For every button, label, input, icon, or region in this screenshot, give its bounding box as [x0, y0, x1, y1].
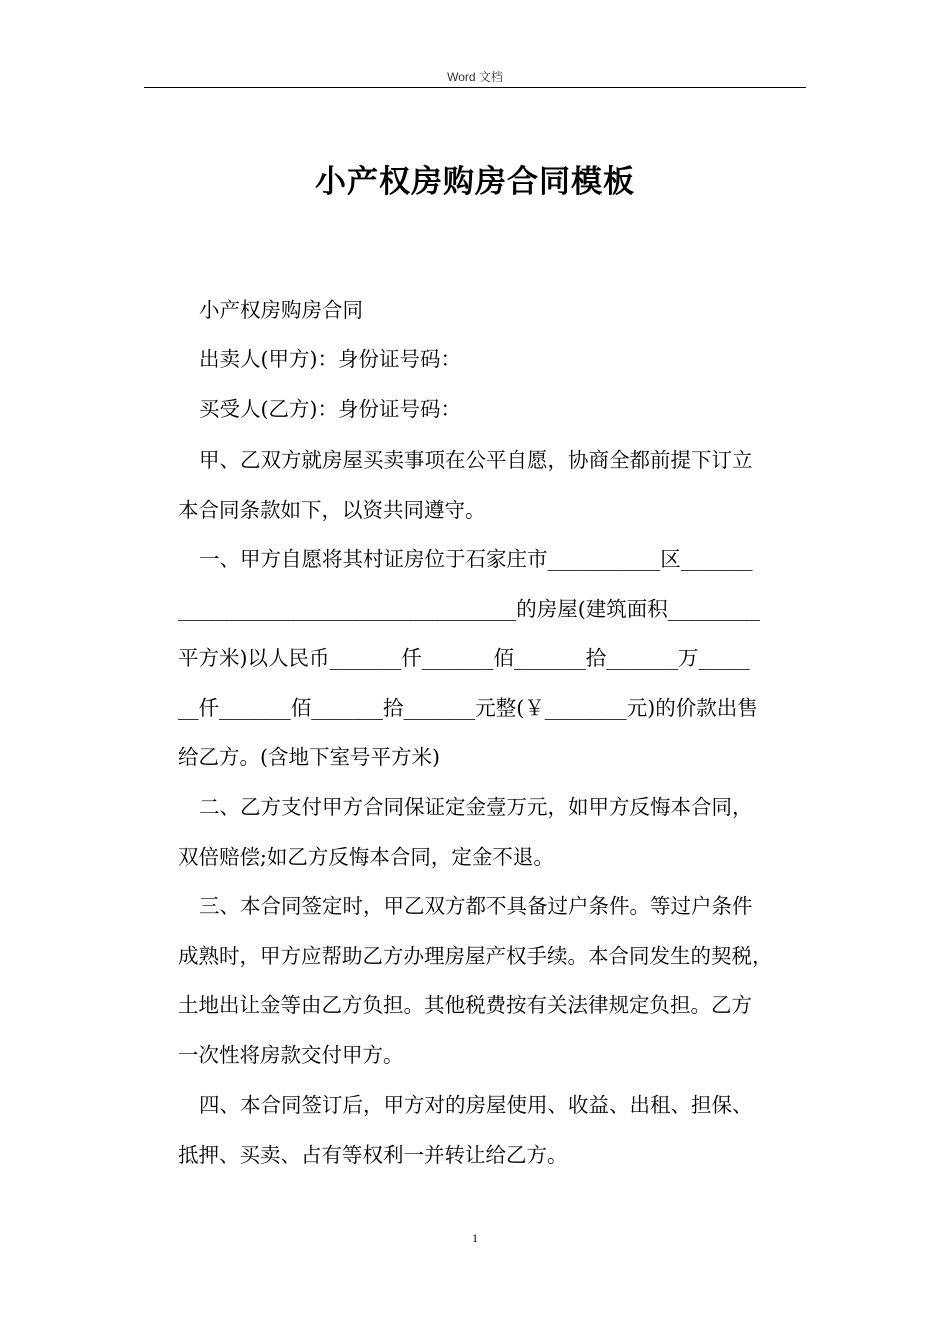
body-line: 本合同条款如下，以资共同遵守。: [178, 498, 486, 522]
body-line: 甲、乙双方就房屋买卖事项在公平自愿，协商全都前提下订立: [199, 448, 753, 472]
body-line: 二、乙方支付甲方合同保证定金壹万元，如甲方反悔本合同，: [199, 795, 753, 819]
body-line: 抵押、买卖、占有等权利一并转让给乙方。: [178, 1143, 568, 1167]
page-header-text: Word 文档: [447, 70, 503, 84]
body-line: 给乙方。(含地下室号平方米): [178, 745, 440, 769]
body-line: 一、甲方自愿将其村证房位于石家庄市___________区_______: [199, 547, 753, 571]
body-line: 小产权房购房合同: [199, 298, 363, 322]
body-line: 买受人(乙方)：身份证号码：: [199, 397, 461, 421]
body-line: 平方米)以人民币_______仟_______佰_______拾_______万_____: [178, 646, 750, 670]
body-line: __仟_______佰_______拾_______元整(￥________元)的价款出售: [178, 696, 758, 720]
page-header-rule: [144, 87, 806, 88]
body-line: 双倍赔偿;如乙方反悔本合同，定金不退。: [178, 845, 554, 869]
body-line: 成熟时，甲方应帮助乙方办理房屋产权手续。本合同发生的契税，: [178, 944, 773, 968]
body-line: _________________________________的房屋(建筑面积_________: [178, 597, 760, 621]
body-line: 出卖人(甲方)：身份证号码：: [199, 347, 461, 371]
body-line: 土地出让金等由乙方负担。其他税费按有关法律规定负担。乙方: [178, 993, 752, 1017]
page-number: 1: [472, 1231, 478, 1245]
body-line: 四、本合同签订后，甲方对的房屋使用、收益、出租、担保、: [199, 1093, 753, 1117]
document-title: 小产权房购房合同模板: [315, 164, 635, 200]
body-line: 一次性将房款交付甲方。: [178, 1043, 404, 1067]
body-line: 三、本合同签定时，甲乙双方都不具备过户条件。等过户条件: [199, 894, 753, 918]
